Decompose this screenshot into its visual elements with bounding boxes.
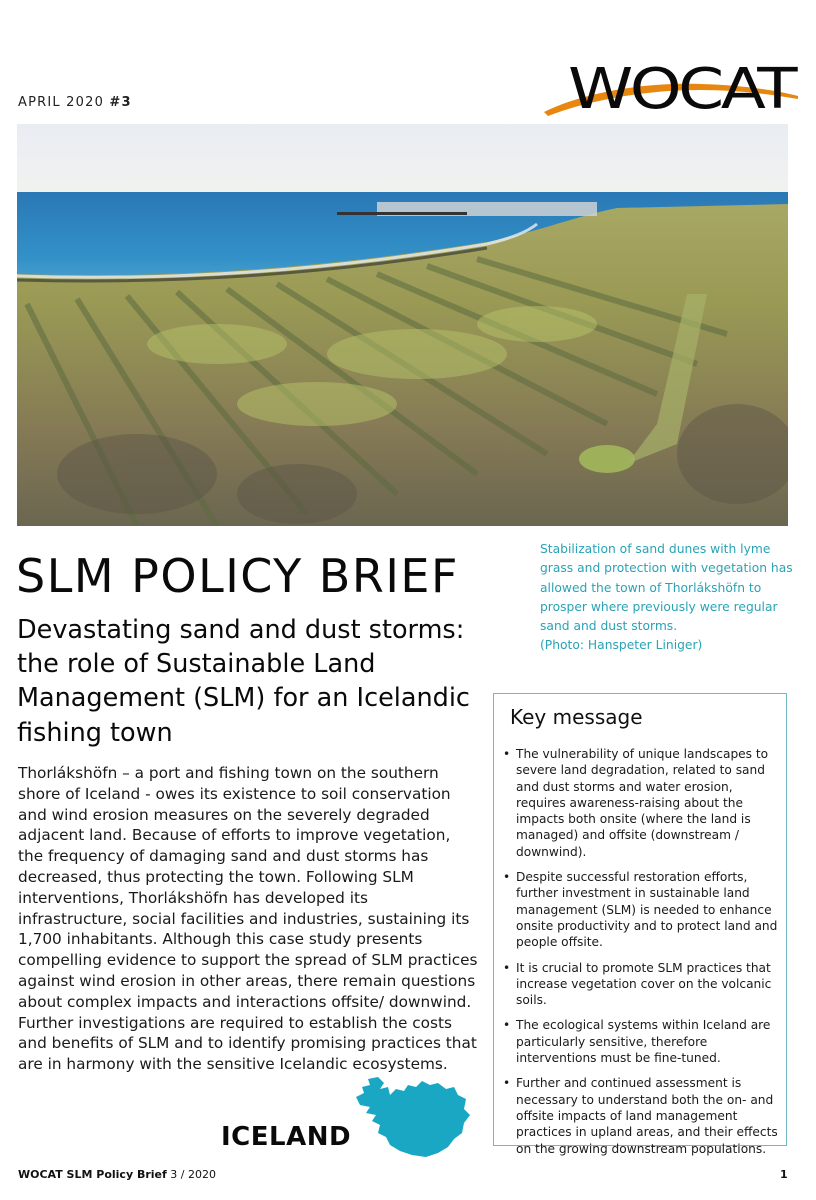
- bullet-icon: •: [503, 1076, 511, 1091]
- issue-label: [18, 95, 132, 110]
- bullet-icon: •: [503, 870, 511, 885]
- wocat-logo-graphic: [540, 56, 800, 116]
- bullet-icon: •: [503, 747, 511, 761]
- iceland-silhouette: [350, 1075, 472, 1160]
- logo-text: WOCAT: [568, 57, 799, 116]
- key-message-text: Despite successful restoration efforts, further investment in sustainable land management (SLM) is needed to enhance onsite productivity and to protect land and people offsite.: [516, 870, 778, 950]
- wocat-logo: [540, 56, 800, 116]
- aerial-landscape-image: [17, 124, 788, 526]
- footer-publication-name: WOCAT SLM Policy Brief: [18, 1168, 167, 1181]
- key-message-list: [502, 746, 782, 1166]
- key-message-text: Further and continued assessment is necessary to understand both the on- and offsite impacts of land management practices in upland areas, and their effects on the growing downstream populations.: [516, 1076, 778, 1156]
- harbour-pier: [337, 212, 467, 215]
- green: [579, 445, 635, 473]
- page-number: 1: [780, 1168, 788, 1181]
- bullet-icon: •: [503, 960, 511, 975]
- issue-date: APRIL 2020: [18, 95, 105, 110]
- key-message-text: The vulnerability of unique landscapes to severe land degradation, related to sand and dust storms and water erosion, requires awareness-raising about the impacts both onsite (where the land is managed) and offsite (downstream / downwind).: [516, 747, 769, 859]
- country-label: ICELAND: [221, 1122, 352, 1152]
- caption-credit: (Photo: Hanspeter Liniger): [540, 638, 703, 653]
- sky: [17, 124, 788, 194]
- issue-number: #3: [109, 95, 132, 110]
- footer-publication: [18, 1168, 216, 1181]
- bullet-icon: •: [503, 1018, 511, 1033]
- intro-paragraph: Thorlákshöfn – a port and fishing town on the southern shore of Iceland - owes its existence to soil conservation and wind erosion measures on the severely degraded adjacent land. Because of efforts to improve vegetation, the frequency of damaging sand and dust storms has decreased, thus protecting the town. Following SLM interventions, Thorlákshöfn has developed its infrastructure, social facilities and industries, sustaining its 1,700 inhabitants. Although this case study presents compelling evidence to support the spread of SLM practices against wind erosion in other areas, there remain questions about complex impacts and interactions offsite/ downwind. Further investigations are required to establish the costs and benefits of SLM and to identify promising practices that are in harmony with the sensitive Icelandic ecosystems.: [18, 764, 478, 1074]
- key-message-item: [502, 869, 782, 950]
- key-message-box: [493, 693, 787, 1156]
- key-message-title: Key message: [510, 705, 643, 729]
- key-message-item: [502, 746, 782, 860]
- key-message-text: It is crucial to promote SLM practices that increase vegetation cover on the volcanic soils.: [516, 960, 772, 1008]
- photo-caption: [540, 540, 800, 656]
- cover-photo: [17, 124, 788, 526]
- caption-text: Stabilization of sand dunes with lyme grass and protection with vegetation has allowed the town of Thorlákshöfn to prosper where previously were regular sand and dust storms.: [540, 542, 793, 634]
- key-message-item: [502, 1017, 782, 1066]
- footer-issue: 3 / 2020: [170, 1168, 216, 1181]
- iceland-map-icon: [350, 1075, 472, 1160]
- series-title: SLM POLICY BRIEF: [16, 549, 459, 603]
- key-message-item: [502, 1075, 782, 1156]
- key-message-text: The ecological systems within Iceland are particularly sensitive, therefore interventions must be fine-tuned.: [516, 1018, 771, 1066]
- brief-subtitle: Devastating sand and dust storms: the role of Sustainable Land Management (SLM) for an Icelandic fishing town: [17, 615, 470, 748]
- key-message-item: [502, 960, 782, 1009]
